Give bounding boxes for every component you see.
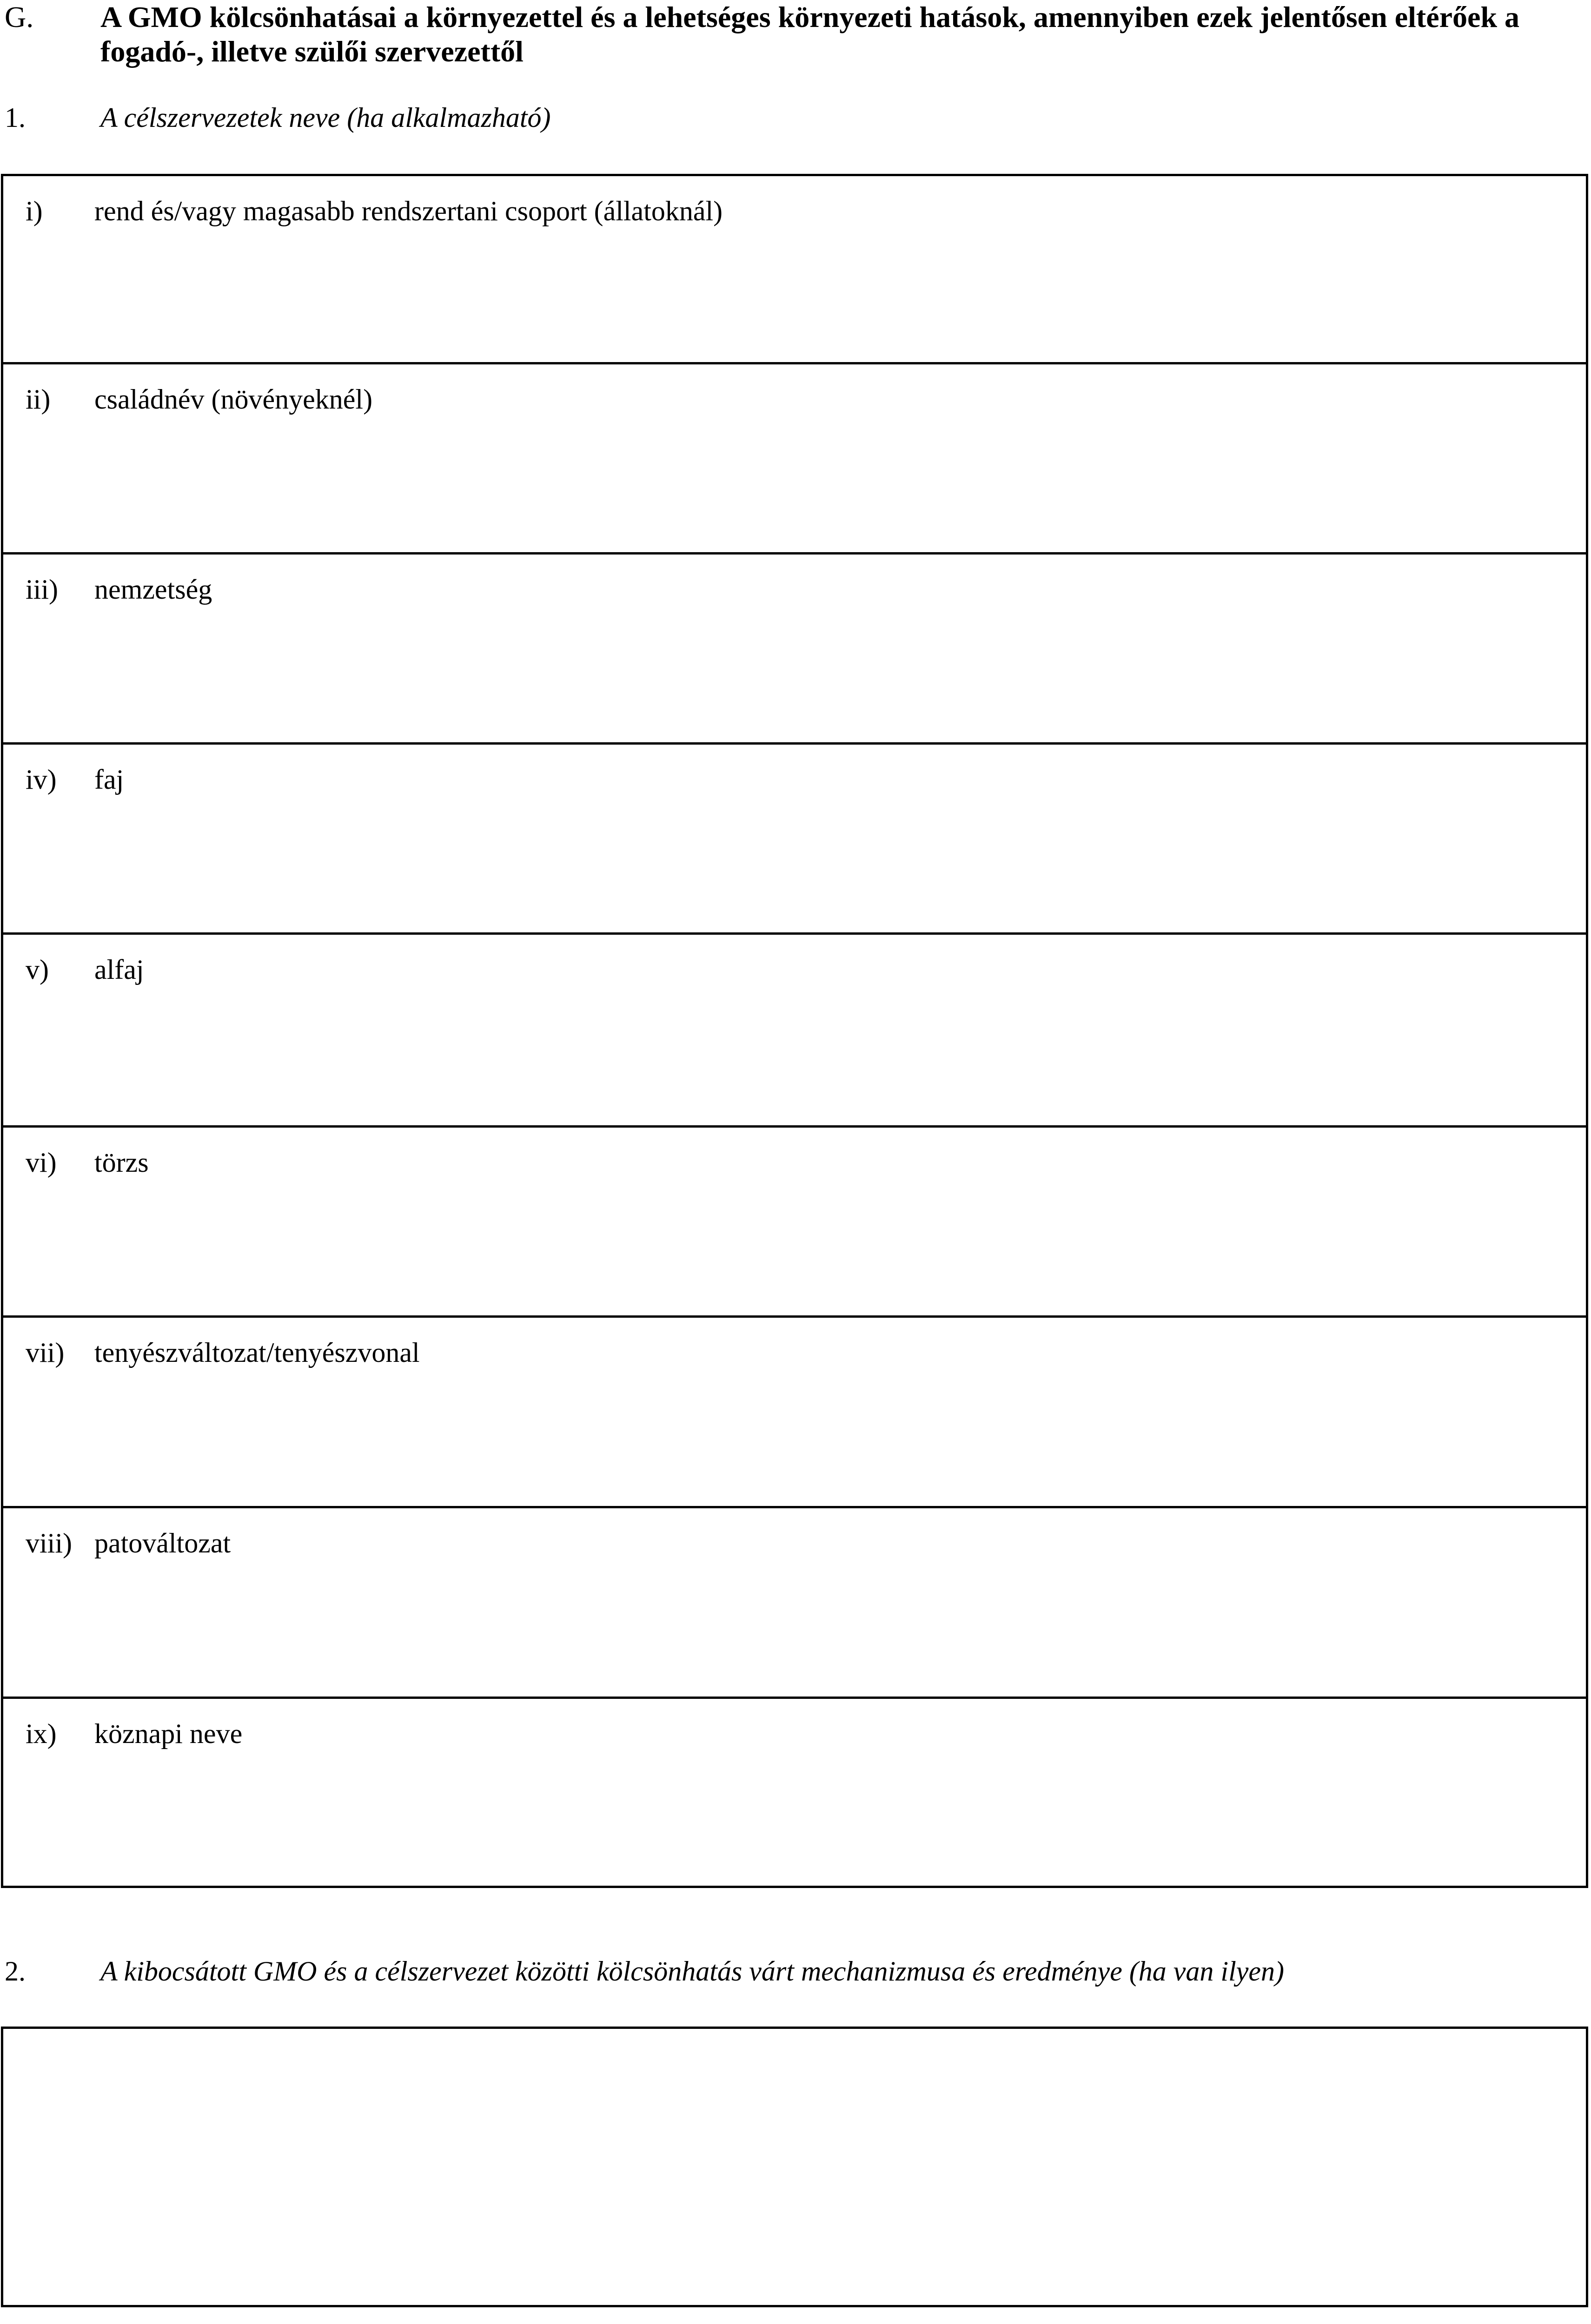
row-number: vi) xyxy=(26,1147,57,1178)
row-label: faj xyxy=(94,764,124,795)
row-number: ii) xyxy=(26,384,51,415)
item-2-number: 2. xyxy=(5,1956,26,1987)
table-row[interactable] xyxy=(3,1318,1586,1508)
item-2-answer-field[interactable] xyxy=(1,2027,1588,2307)
item-1-title: A célszervezetek neve (ha alkalmazható) xyxy=(100,102,551,133)
row-number: iv) xyxy=(26,764,57,795)
row-number: i) xyxy=(26,196,43,226)
table-row[interactable] xyxy=(3,935,1586,1128)
row-number: ix) xyxy=(26,1718,57,1749)
section-number: G. xyxy=(5,0,34,33)
row-number: v) xyxy=(26,954,49,985)
row-label: tenyészváltozat/tenyészvonal xyxy=(94,1337,420,1368)
row-label: alfaj xyxy=(94,954,144,985)
row-label: nemzetség xyxy=(94,574,212,605)
row-number: iii) xyxy=(26,574,58,605)
row-label: törzs xyxy=(94,1147,149,1178)
row-number: vii) xyxy=(26,1337,65,1368)
row-label: patováltozat xyxy=(94,1528,231,1558)
row-label: rend és/vagy magasabb rendszertani csoport (állatoknál) xyxy=(94,196,723,226)
row-number: viii) xyxy=(26,1528,72,1558)
table-row[interactable] xyxy=(3,1508,1586,1699)
item-2-title: A kibocsátott GMO és a célszervezet közötti kölcsönhatás várt mechanizmusa és eredménye (ha van ilyen) xyxy=(100,1956,1285,1987)
item-1-number: 1. xyxy=(5,102,26,133)
table-row[interactable] xyxy=(3,1128,1586,1318)
table-row[interactable] xyxy=(3,364,1586,555)
section-title: A GMO kölcsönhatásai a környezettel és a lehetséges környezeti hatások, amennyiben ezek jelentősen eltérőek a fogadó-, illetve szülői szervezettől xyxy=(100,0,1520,68)
table-row[interactable] xyxy=(3,555,1586,745)
table-row[interactable] xyxy=(3,176,1586,364)
row-label: köznapi neve xyxy=(94,1718,243,1749)
target-organism-table xyxy=(1,174,1588,1888)
table-row[interactable] xyxy=(3,745,1586,935)
row-label: családnév (növényeknél) xyxy=(94,384,373,415)
table-row[interactable] xyxy=(3,1699,1586,1886)
